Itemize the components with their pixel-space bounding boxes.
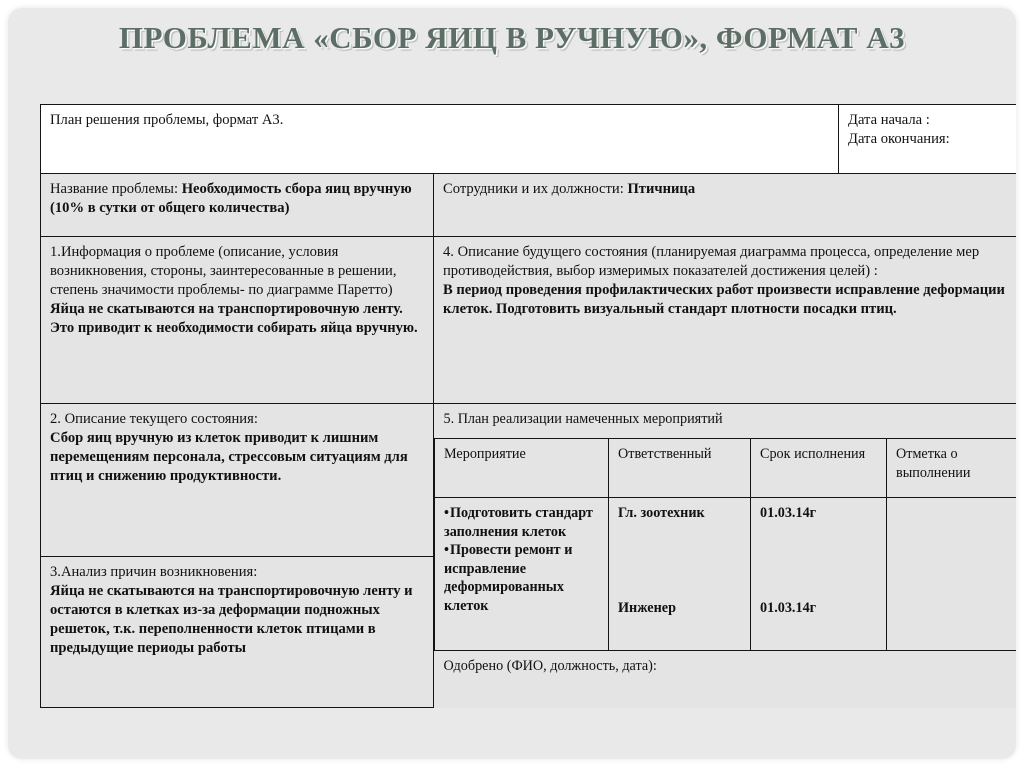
problem-name-label: Название проблемы: bbox=[50, 181, 179, 197]
staff-value: Птичница bbox=[627, 181, 696, 197]
section-5-heading: 5. План реализации намеченных мероприятий bbox=[435, 404, 1017, 439]
problem-name-value: Необходимость сбора яиц вручную (10% в сутки от общего количества) bbox=[50, 181, 412, 216]
approved-label: Одобрено (ФИО, должность, дата): bbox=[435, 651, 1017, 688]
section-4-cell bbox=[434, 237, 1017, 404]
list-item: • Подготовить стандарт заполнения клеток bbox=[444, 504, 600, 541]
section-2-body: Сбор яиц вручную из клеток приводит к лишним перемещениям персонала, стрессовым ситуациям для птиц и снижению продуктивности. bbox=[50, 430, 408, 484]
date-start-label: Дата начала : bbox=[848, 112, 930, 128]
dates-cell bbox=[839, 105, 1017, 174]
deadline-1: 01.03.14г bbox=[760, 505, 817, 521]
plan-col-deadline: Срок исполнения bbox=[751, 439, 887, 498]
plan-deadline-cell bbox=[751, 498, 887, 651]
staff-label: Сотрудники и их должности: bbox=[443, 181, 624, 197]
section-3-cell bbox=[41, 557, 434, 708]
section-1-heading: 1.Информация о проблеме (описание, условия возникновения, стороны, заинтересованные в решении, степень значимости проблемы- по диаграмме Паретто) bbox=[50, 244, 397, 298]
table-row-problem-name bbox=[41, 174, 1017, 237]
section-4-heading: 4. Описание будущего состояния (планируемая диаграмма процесса, определение мер противодействия, выбор измеримых показателей достижения целей) : bbox=[443, 244, 980, 279]
measures-list bbox=[444, 504, 600, 615]
staff-cell bbox=[434, 174, 1017, 237]
plan-data-row bbox=[435, 498, 1017, 651]
plan-label-cell bbox=[41, 105, 839, 174]
plan-column-header-row bbox=[435, 439, 1017, 498]
section-2-cell bbox=[41, 404, 434, 557]
plan-col-responsible: Ответственный bbox=[609, 439, 751, 498]
plan-label: План решения проблемы, формат А3. bbox=[50, 112, 284, 128]
plan-responsible-cell bbox=[609, 498, 751, 651]
plan-title-row bbox=[435, 404, 1017, 439]
section-3-heading: 3.Анализ причин возникновения: bbox=[50, 564, 258, 580]
slide-title: ПРОБЛЕМА «СБОР ЯИЦ В РУЧНУЮ», ФОРМАТ А3 bbox=[118, 20, 906, 55]
plan-col-completion: Отметка о выполнении bbox=[887, 439, 1017, 498]
plan-approved-row bbox=[435, 651, 1017, 688]
section-1-cell bbox=[41, 237, 434, 404]
plan-measures-cell bbox=[435, 498, 609, 651]
plan-completion-cell bbox=[887, 498, 1017, 651]
responsible-2: Инженер bbox=[618, 599, 676, 616]
table-row-section-1-4 bbox=[41, 237, 1017, 404]
list-item: • Провести ремонт и исправление деформированных клеток bbox=[444, 541, 600, 615]
section-2-heading: 2. Описание текущего состояния: bbox=[50, 411, 258, 427]
section-4-body: В период проведения профилактических работ произвести исправление деформации клеток. Подготовить визуальный стандарт плотности посадки птиц. bbox=[443, 282, 1005, 317]
a3-main-table bbox=[40, 104, 1016, 708]
section-1-body: Яйца не скатываются на транспортировочную ленту. Это приводит к необходимости собирать яйца вручную. bbox=[50, 301, 418, 336]
responsible-1: Гл. зоотехник bbox=[618, 505, 705, 521]
deadline-2: 01.03.14г bbox=[760, 599, 817, 616]
date-end-label: Дата окончания: bbox=[848, 131, 950, 147]
slide-canvas bbox=[8, 8, 1016, 759]
section-5-cell bbox=[434, 404, 1017, 708]
table-row-section-2-5 bbox=[41, 404, 1017, 557]
plan-col-measure: Мероприятие bbox=[435, 439, 609, 498]
section-3-body: Яйца не скатываются на транспортировочную ленту и остаются в клетках из-за деформации подножных решеток, т.к. переполненности клеток птицами в предыдущие периоды работы bbox=[50, 583, 413, 656]
implementation-plan-table bbox=[434, 404, 1016, 687]
problem-name-cell bbox=[41, 174, 434, 237]
table-row-plan-header bbox=[41, 105, 1017, 174]
